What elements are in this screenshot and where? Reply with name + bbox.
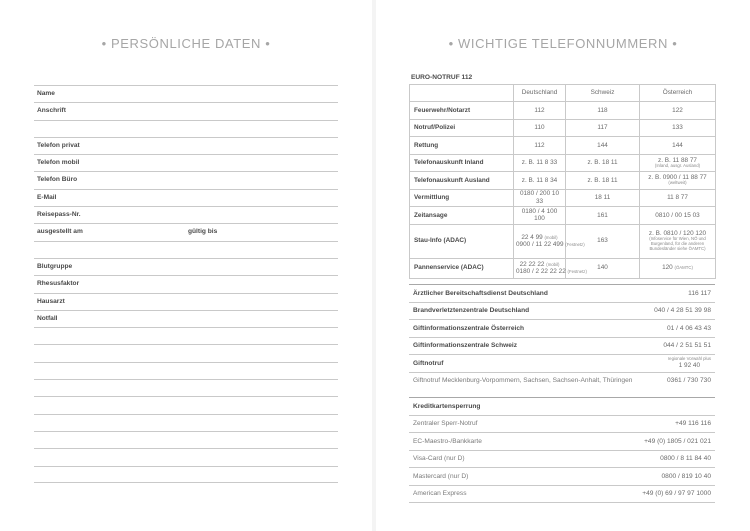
row-label: Zeitansage (410, 207, 514, 225)
credit-card-row (409, 450, 715, 468)
table-row (410, 154, 716, 172)
country-at-header: Österreich (640, 85, 716, 102)
table-row (410, 207, 716, 225)
credit-card-row (409, 467, 715, 485)
service-row (409, 319, 715, 337)
cell-ch: z. B. 18 11 (566, 172, 640, 190)
service-value-number: 1 92 40 (678, 362, 701, 370)
credit-card-label: Visa-Card (nur D) (413, 455, 465, 463)
cell-at: 11 8 77 (640, 189, 716, 207)
service-label: Giftinformationszentrale Österreich (413, 324, 525, 332)
form-field-label: Notfall (37, 314, 58, 322)
stau-de-mobile: 22 4 99 (521, 233, 543, 241)
cell-ch: 117 (566, 119, 640, 137)
service-label: Giftnotruf (413, 359, 444, 367)
form-field-label: ausgestellt am (37, 228, 83, 236)
form-row[interactable] (34, 171, 338, 188)
form-row[interactable] (34, 310, 338, 327)
form-row[interactable] (34, 223, 338, 240)
table-row-stau (410, 224, 716, 258)
cell-de: 110 (514, 119, 566, 137)
form-row[interactable] (34, 189, 338, 206)
table-row (410, 119, 716, 137)
form-row[interactable] (34, 275, 338, 292)
stau-at-number: z. B. 0810 / 120 120 (648, 229, 707, 237)
country-de-header: Deutschland (514, 85, 566, 102)
credit-card-row (409, 432, 715, 450)
row-label: Notruf/Polizei (410, 119, 514, 137)
stau-de-line2 (516, 241, 585, 248)
form-field-label: Hausarzt (37, 297, 65, 305)
cell-ch: 144 (566, 137, 640, 155)
cell-de: z. B. 11 8 34 (514, 172, 566, 190)
row-label: Feuerwehr/Notarzt (410, 102, 514, 120)
service-value (668, 357, 711, 369)
cell-at (640, 172, 716, 190)
at-number: z. B. 11 88 77 (658, 156, 697, 164)
credit-card-label: Zentraler Sperr-Notruf (413, 420, 478, 428)
stau-de-mobile-note: (mobil) (544, 234, 558, 240)
service-row (409, 337, 715, 355)
form-row[interactable] (34, 206, 338, 223)
credit-card-list (409, 397, 715, 503)
service-label: Giftinformationszentrale Schweiz (413, 342, 518, 350)
form-row[interactable] (34, 431, 338, 448)
country-ch-header: Schweiz (566, 85, 640, 102)
form-row[interactable] (34, 241, 338, 258)
credit-card-label: Mastercard (nur D) (413, 472, 469, 480)
stau-de-landline: 0900 / 11 22 499 (516, 241, 564, 248)
credit-card-value: +49 116 116 (675, 420, 711, 428)
pannen-de-line2 (516, 268, 587, 275)
at-note: (Inland, ausgr. Ausland) (654, 162, 701, 168)
cell-de: 112 (514, 102, 566, 120)
cell-ch: 118 (566, 102, 640, 120)
cell-de: z. B. 11 8 33 (514, 154, 566, 172)
cell-at (640, 224, 716, 258)
form-row[interactable] (34, 396, 338, 413)
cell-at (640, 154, 716, 172)
form-field-label: Reisepass-Nr. (37, 211, 81, 219)
credit-card-value: +49 (0) 1805 / 021 021 (644, 437, 711, 445)
table-row (410, 189, 716, 207)
services-list (409, 284, 715, 390)
form-field-label: Telefon mobil (37, 159, 80, 167)
service-value: 0361 / 730 730 (667, 377, 711, 385)
service-value: 044 / 2 51 51 51 (663, 342, 711, 350)
form-row[interactable] (34, 154, 338, 171)
personal-data-form (34, 85, 338, 483)
service-label: Giftnotruf Mecklenburg-Vorpommern, Sachsen, Sachsen-Anhalt, Thüringen (413, 377, 633, 385)
cell-de: 112 (514, 137, 566, 155)
form-row[interactable] (34, 466, 338, 483)
cell-ch: 163 (566, 224, 640, 258)
credit-card-label: EC-Maestro-/Bankkarte (413, 437, 482, 445)
form-field-label-secondary: gültig bis (188, 228, 218, 236)
cell-de: 0180 / 200 10 33 (514, 189, 566, 207)
cell-ch: 18 11 (566, 189, 640, 207)
cell-at: 144 (640, 137, 716, 155)
form-row[interactable] (34, 137, 338, 154)
service-value: 116 117 (688, 289, 711, 297)
form-field-label: Anschrift (37, 107, 66, 115)
header-empty-cell (410, 85, 514, 102)
row-label: Stau-Info (ADAC) (410, 224, 514, 258)
row-label: Telefonauskunft Ausland (410, 172, 514, 190)
cell-ch: 140 (566, 258, 640, 278)
cell-at: 122 (640, 102, 716, 120)
phone-numbers-title: • WICHTIGE TELEFONNUMMERN • (448, 36, 678, 51)
form-row[interactable] (34, 120, 338, 137)
service-label: Ärztlicher Bereitschaftsdienst Deutschland (413, 289, 548, 297)
credit-card-value: 0800 / 8 11 84 40 (660, 455, 711, 463)
credit-card-row (409, 415, 715, 433)
service-value: 040 / 4 28 51 39 98 (654, 307, 711, 315)
cell-de: 0180 / 4 100 100 (514, 207, 566, 225)
credit-card-value: +49 (0) 69 / 97 97 1000 (642, 490, 711, 498)
cell-at: 133 (640, 119, 716, 137)
pannen-de-line1 (516, 261, 563, 268)
personal-data-title: • PERSÖNLICHE DATEN • (101, 36, 271, 51)
cell-de (514, 258, 587, 278)
form-field-label: E-Mail (37, 193, 57, 201)
at-note: (weltweit) (668, 180, 687, 186)
pannen-de-mobile: 22 22 22 (519, 260, 545, 268)
form-row[interactable] (34, 362, 338, 379)
credit-card-label: American Express (413, 490, 467, 498)
euro-emergency-header: EURO-NOTRUF 112 (411, 74, 473, 81)
form-row[interactable] (34, 327, 338, 344)
table-row (410, 172, 716, 190)
credit-card-header-row (409, 397, 715, 415)
pannen-de-mobile-note: (mobil) (546, 261, 560, 267)
credit-card-row (409, 485, 715, 503)
stau-de-landline-note: (Festnetz) (565, 242, 585, 247)
pannen-at-number: 120 (662, 264, 673, 272)
form-row[interactable] (34, 102, 338, 119)
stau-at-note: (Infoservice für Wien, NÖ und Burgenland, für die anderen Bundesländer siehe ÖAMTC) (649, 236, 706, 252)
form-row[interactable] (34, 293, 338, 310)
form-row[interactable] (34, 448, 338, 465)
row-label: Pannenservice (ADAC) (410, 258, 514, 278)
service-value: 01 / 4 06 43 43 (667, 324, 711, 332)
at-number: z. B. 0900 / 11 88 77 (648, 174, 707, 182)
form-row[interactable] (34, 258, 338, 275)
pannen-de-landline: 0180 / 2 22 22 22 (516, 268, 566, 275)
form-field-label: Blutgruppe (37, 262, 73, 270)
pannen-de-landline-note: (Festnetz) (567, 269, 587, 274)
form-field-label: Telefon Büro (37, 176, 78, 184)
form-row[interactable] (34, 85, 338, 102)
form-field-label: Name (37, 90, 55, 97)
form-field-label: Rhesusfaktor (37, 280, 80, 288)
service-row (409, 284, 715, 302)
table-header-row (410, 85, 716, 102)
credit-card-value: 0800 / 819 10 40 (661, 472, 711, 480)
service-row (409, 354, 715, 372)
cell-de (514, 224, 585, 258)
country-numbers-table (409, 84, 716, 279)
form-field-label: Telefon privat (37, 141, 80, 149)
service-row (409, 372, 715, 390)
cell-at (640, 258, 716, 278)
form-row[interactable] (34, 379, 338, 396)
service-row (409, 302, 715, 320)
service-value-note: regionale Vorwahl plus (667, 356, 711, 362)
form-row[interactable] (34, 344, 338, 361)
table-row (410, 102, 716, 120)
cell-ch: z. B. 18 11 (566, 154, 640, 172)
cell-at: 0810 / 00 15 03 (640, 207, 716, 225)
cell-ch: 161 (566, 207, 640, 225)
row-label: Telefonauskunft Inland (410, 154, 514, 172)
table-row-pannen (410, 258, 716, 278)
form-row[interactable] (34, 414, 338, 431)
row-label: Rettung (410, 137, 514, 155)
service-label: Brandverletztenzentrale Deutschland (413, 307, 530, 315)
pannen-at-note: (ÖAMTC) (674, 265, 693, 271)
row-label: Vermittlung (410, 189, 514, 207)
table-row (410, 137, 716, 155)
stau-de-line1 (516, 234, 563, 241)
credit-card-header: Kreditkartensperrung (413, 402, 481, 410)
